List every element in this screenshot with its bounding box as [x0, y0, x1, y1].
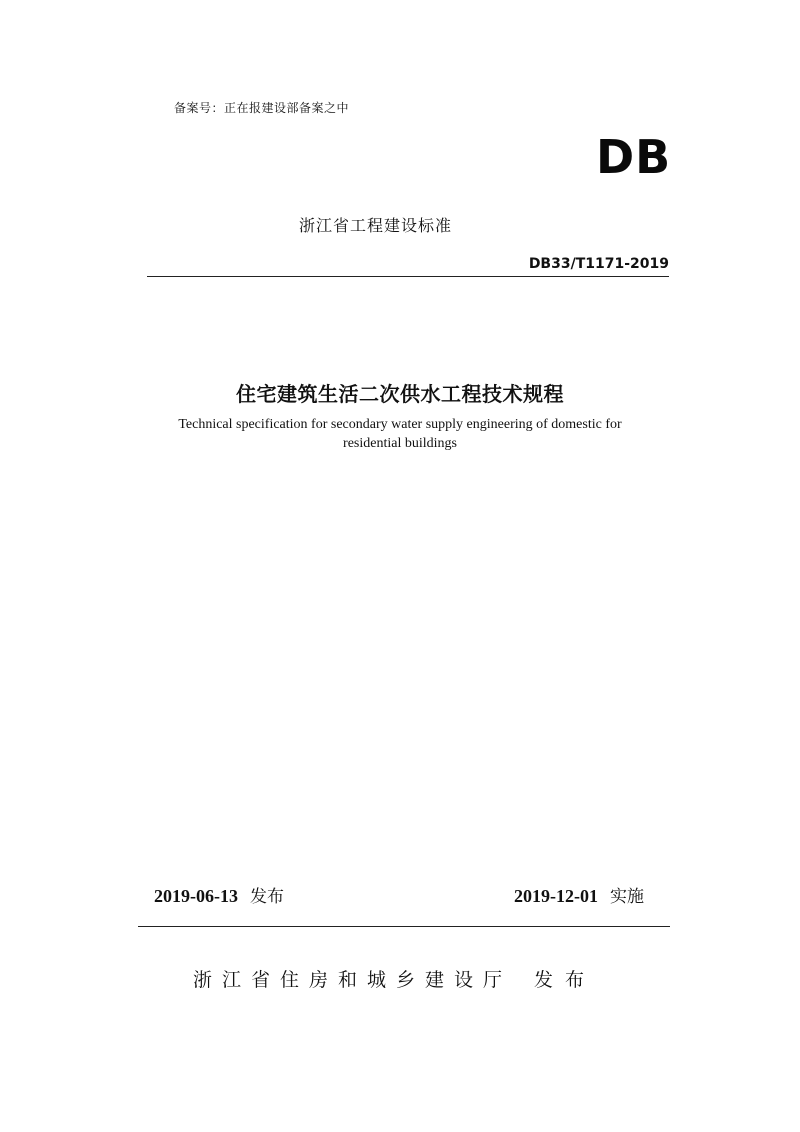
record-number: 备案号：正在报建设部备案之中	[174, 101, 350, 115]
effective-label: 实施	[610, 887, 644, 907]
issue-label: 发布	[250, 887, 284, 907]
issue-date-block	[154, 882, 284, 907]
standard-mark: DB	[596, 130, 672, 184]
issuer-line	[193, 965, 596, 992]
english-title-line-2: residential buildings	[343, 436, 457, 451]
top-divider	[147, 276, 669, 277]
document-title-chinese: 住宅建筑生活二次供水工程技术规程	[236, 382, 564, 406]
english-title-line-1: Technical specification for secondary water supply engineering of domestic for	[178, 417, 622, 432]
standard-category: 浙江省工程建设标准	[299, 216, 453, 235]
issuer-name: 浙江省住房和城乡建设厅	[193, 969, 513, 991]
standard-code: DB33/T1171-2019	[528, 256, 669, 272]
bottom-divider	[138, 926, 670, 927]
document-title-english	[130, 415, 670, 453]
effective-date: 2019-12-01	[514, 886, 598, 906]
issue-date: 2019-06-13	[154, 886, 238, 906]
effective-date-block	[514, 882, 644, 907]
issuer-action: 发布	[534, 969, 597, 991]
